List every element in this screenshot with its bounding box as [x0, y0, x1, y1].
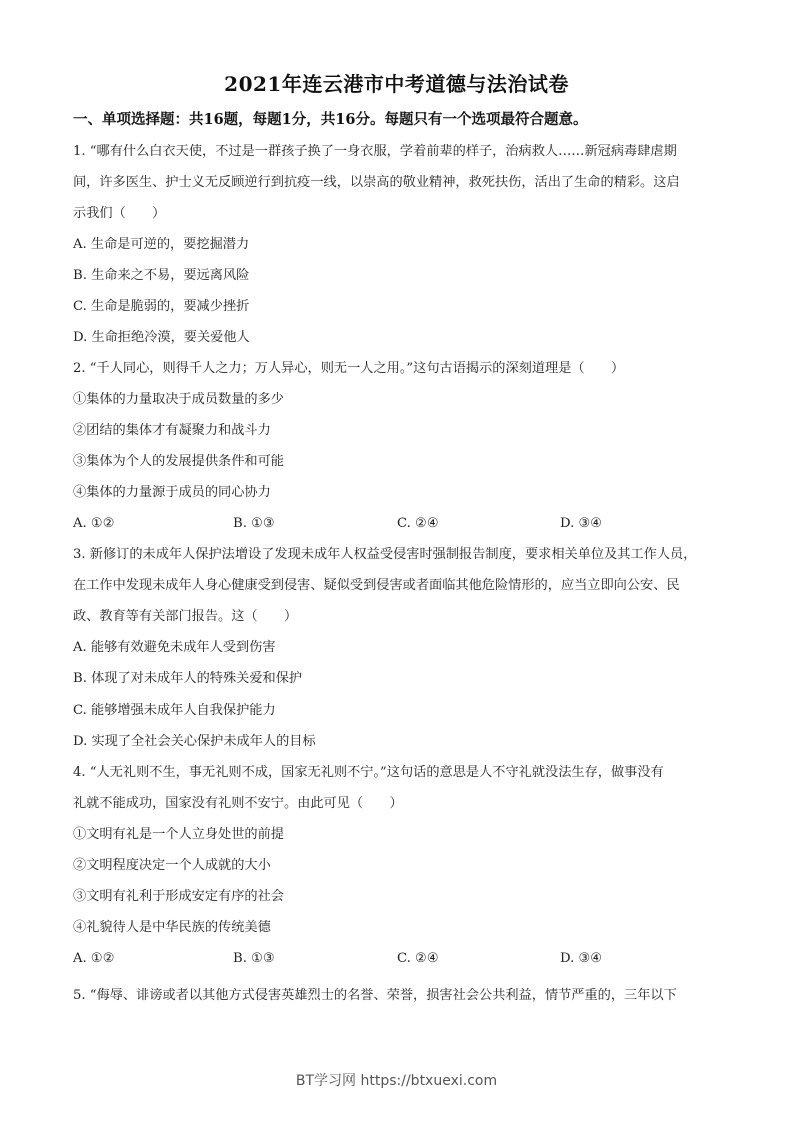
footer-watermark: BT学习网 https://btxuexi.com: [295, 1073, 498, 1089]
question-3-line-1: 3. 新修订的未成年人保护法增设了发现未成年人权益受侵害时强制报告制度，要求相关单位及其工作人员，: [73, 547, 697, 562]
question-2-option-c: C. ②④: [397, 516, 439, 531]
question-3-option-b: B. 体现了对未成年人的特殊关爱和保护: [73, 671, 303, 686]
question-1-line-2: 间，许多医生、护士义无反顾逆行到抗疫一线，以崇高的敬业精神，救死扶伤，活出了生命的精彩。这启: [73, 175, 680, 190]
page-title: 2021年连云港市中考道德与法治试卷: [224, 72, 569, 96]
section-heading: 一、单项选择题：共16题，每题1分，共16分。每题只有一个选项最符合题意。: [73, 111, 588, 128]
question-4-statement-3: ③文明有礼利于形成安定有序的社会: [73, 889, 284, 904]
question-2-line-1: 2. “千人同心，则得千人之力；万人异心，则无一人之用。”这句古语揭示的深刻道理是（ ）: [73, 361, 625, 376]
question-2-statement-3: ③集体为个人的发展提供条件和可能: [73, 454, 284, 469]
question-4-option-d: D. ③④: [560, 951, 603, 966]
question-4-statement-1: ①文明有礼是一个人立身处世的前提: [73, 827, 284, 842]
question-2-option-a: A. ①②: [73, 516, 115, 531]
question-3-option-a: A. 能够有效避免未成年人受到伤害: [73, 640, 276, 655]
question-2-statement-4: ④集体的力量源于成员的同心协力: [73, 485, 271, 500]
question-5-line-1: 5. “侮辱、诽谤或者以其他方式侵害英雄烈士的名誉、荣誉，损害社会公共利益，情节严重的，三年以下: [73, 988, 677, 1003]
question-4-statement-2: ②文明程度决定一个人成就的大小: [73, 858, 271, 873]
question-2-option-d: D. ③④: [560, 516, 603, 531]
question-1-line-3: 示我们（ ）: [73, 206, 166, 221]
question-3-line-2: 在工作中发现未成年人身心健康受到侵害、疑似受到侵害或者面临其他危险情形的，应当立即向公安、民: [73, 578, 680, 593]
question-3-option-d: D. 实现了全社会关心保护未成年人的目标: [73, 734, 316, 749]
question-1-line-1: 1. “哪有什么白衣天使，不过是一群孩子换了一身衣服，学着前辈的样子，治病救人……新冠病毒肆虐期: [73, 144, 677, 159]
question-4-statement-4: ④礼貌待人是中华民族的传统美德: [73, 920, 271, 935]
question-4-line-1: 4. “人无礼则不生，事无礼则不成，国家无礼则不宁。”这句话的意思是人不守礼就没法生存，做事没有: [73, 765, 664, 780]
question-1-option-d: D. 生命拒绝冷漠，要关爱他人: [73, 330, 250, 345]
question-2-statement-2: ②团结的集体才有凝聚力和战斗力: [73, 423, 271, 438]
question-2-statement-1: ①集体的力量取决于成员数量的多少: [73, 392, 284, 407]
question-1-option-a: A. 生命是可逆的，要挖掘潜力: [73, 237, 250, 252]
question-4-option-a: A. ①②: [73, 951, 115, 966]
question-4-option-b: B. ①③: [233, 951, 275, 966]
question-4-option-c: C. ②④: [397, 951, 439, 966]
question-3-option-c: C. 能够增强未成年人自我保护能力: [73, 703, 276, 718]
question-1-option-c: C. 生命是脆弱的，要减少挫折: [73, 299, 250, 314]
question-4-line-2: 礼就不能成功，国家没有礼则不安宁。由此可见（ ）: [73, 796, 403, 811]
question-1-option-b: B. 生命来之不易，要远离风险: [73, 268, 250, 283]
question-3-line-3: 政、教育等有关部门报告。这（ ）: [73, 609, 298, 624]
question-2-option-b: B. ①③: [233, 516, 275, 531]
